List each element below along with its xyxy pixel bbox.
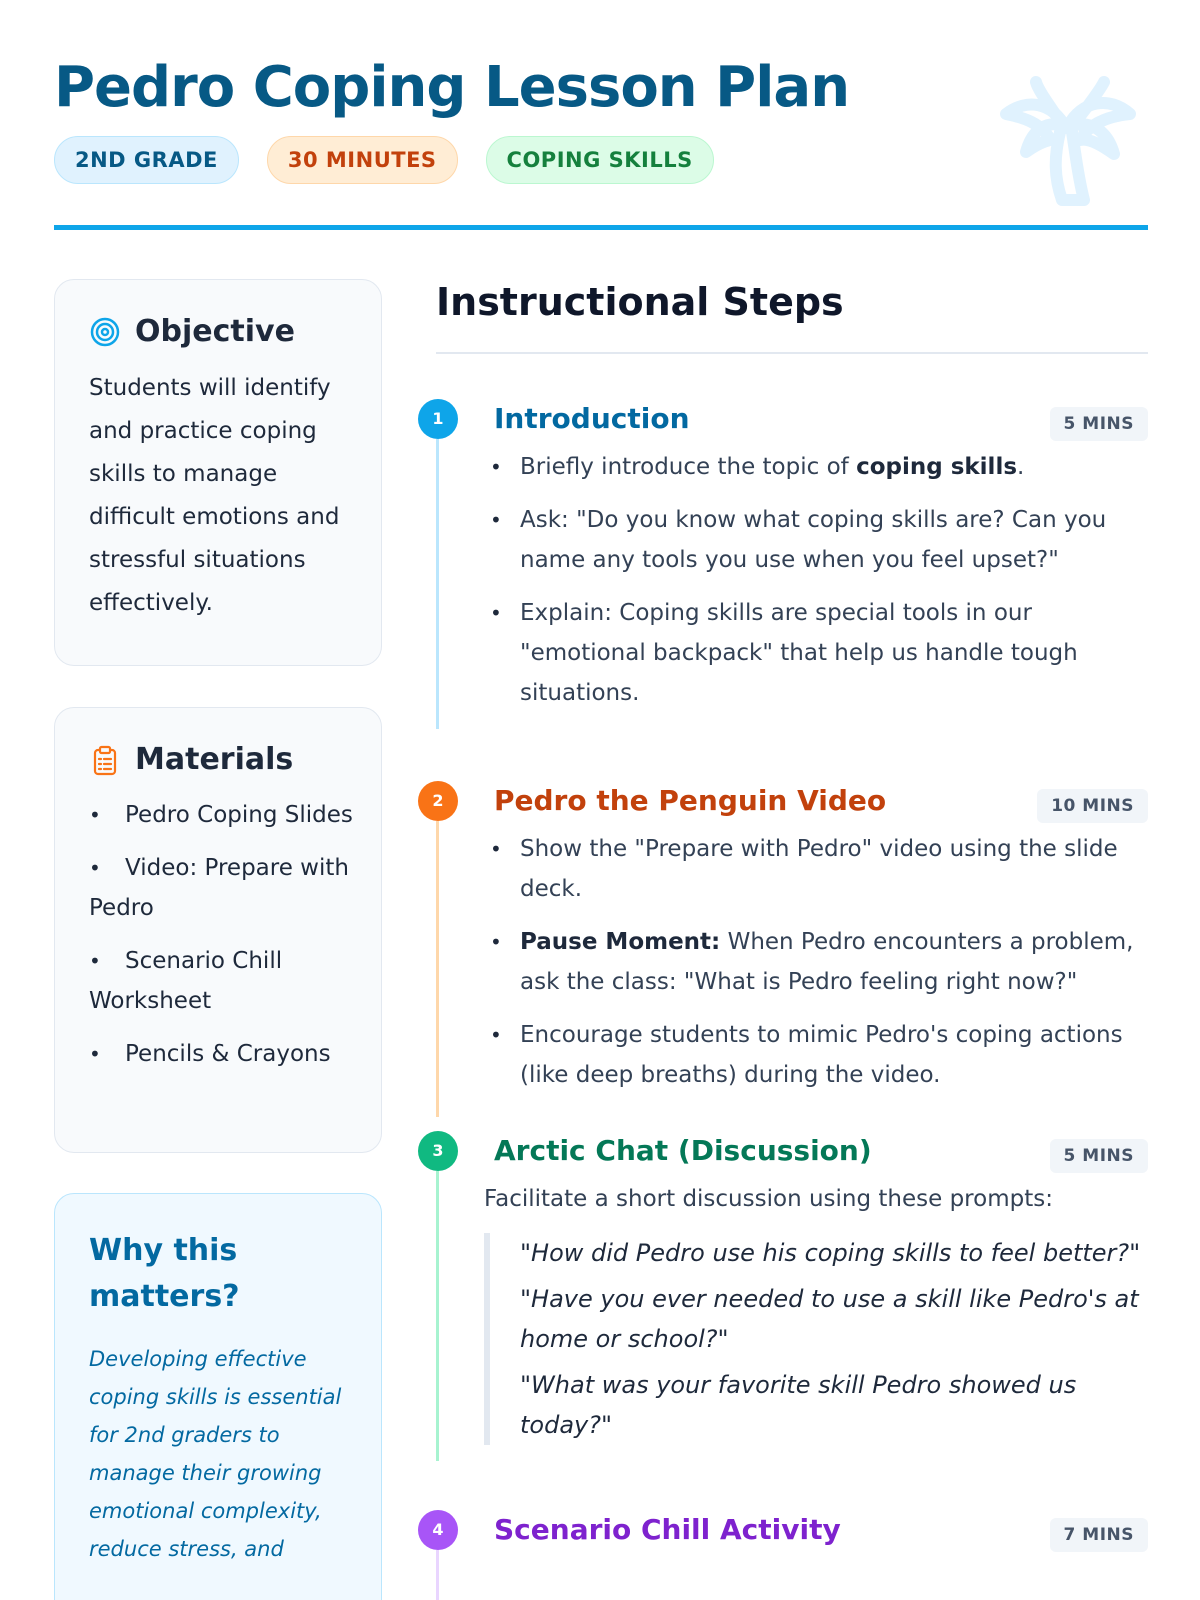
step-timeline-line bbox=[436, 439, 439, 729]
prompt-quote: "Have you ever needed to use a skill like Pedro's at home or school?" bbox=[520, 1285, 1139, 1353]
why-heading: Why this matters? bbox=[89, 1233, 240, 1314]
prompt-quote: "What was your favorite skill Pedro showed us today?" bbox=[520, 1371, 1077, 1439]
list-item: • Ask: "Do you know what coping skills are? Can you name any tools you use when you feel upset?" bbox=[490, 500, 1148, 580]
list-item: • Video: Prepare with Pedro bbox=[89, 855, 349, 921]
step-number-badge: 1 bbox=[418, 399, 458, 439]
lesson-header bbox=[54, 48, 1148, 230]
list-item: • Show the "Prepare with Pedro" video using the slide deck. bbox=[490, 829, 1148, 909]
step-lead-text: Facilitate a short discussion using these prompts: bbox=[484, 1186, 1053, 1212]
step-timeline-line bbox=[436, 821, 439, 1117]
materials-heading-text: Materials bbox=[135, 742, 294, 777]
materials-list bbox=[89, 795, 359, 1074]
step-number-badge: 3 bbox=[418, 1131, 458, 1171]
list-item: • Briefly introduce the topic of coping skills. bbox=[490, 447, 1148, 487]
steps-heading: Instructional Steps bbox=[436, 280, 1148, 354]
materials-card bbox=[54, 707, 382, 1153]
step-introduction bbox=[418, 399, 1148, 729]
list-item: • Scenario Chill Worksheet bbox=[89, 948, 283, 1014]
duration-badge: 5 MINS bbox=[1050, 407, 1148, 441]
discussion-prompts bbox=[484, 1233, 1142, 1445]
step-title: Arctic Chat (Discussion) bbox=[494, 1134, 872, 1167]
list-item: • Pencils & Crayons bbox=[89, 1041, 331, 1067]
objective-heading bbox=[89, 314, 359, 349]
list-item: • Pause Moment: When Pedro encounters a problem, ask the class: "What is Pedro feeling right now?" bbox=[490, 922, 1148, 1002]
page-title: Pedro Coping Lesson Plan bbox=[54, 55, 850, 120]
step-body bbox=[490, 829, 1148, 1108]
list-item: • Pedro Coping Slides bbox=[89, 802, 353, 828]
duration-badge: 5 MINS bbox=[1050, 1139, 1148, 1173]
list-item: • Encourage students to mimic Pedro's coping actions (like deep breaths) during the video. bbox=[490, 1015, 1148, 1095]
step-body bbox=[490, 447, 1148, 726]
tag-list bbox=[54, 136, 714, 184]
materials-heading bbox=[89, 742, 359, 777]
step-pedro-video bbox=[418, 781, 1148, 1111]
step-arctic-chat bbox=[418, 1131, 1148, 1471]
step-timeline-line bbox=[436, 1550, 439, 1600]
clipboard-icon bbox=[89, 744, 121, 776]
prompt-quote: "How did Pedro use his coping skills to feel better?" bbox=[520, 1239, 1141, 1267]
step-body bbox=[484, 1179, 1142, 1451]
step-number-badge: 4 bbox=[418, 1510, 458, 1550]
list-item: • Explain: Coping skills are special tools in our "emotional backpack" that help us handle tough situations. bbox=[490, 593, 1148, 713]
objective-card bbox=[54, 279, 382, 666]
duration-tag: 30 MINUTES bbox=[267, 136, 458, 184]
grade-tag: 2ND GRADE bbox=[54, 136, 239, 184]
why-text: Developing effective coping skills is essential for 2nd graders to manage their growing emotional complexity, reduce stress, and bbox=[89, 1347, 342, 1561]
step-title: Pedro the Penguin Video bbox=[494, 784, 887, 817]
palm-tree-icon bbox=[992, 62, 1142, 212]
why-card bbox=[54, 1193, 382, 1600]
duration-badge: 7 MINS bbox=[1050, 1518, 1148, 1552]
step-number-badge: 2 bbox=[418, 781, 458, 821]
duration-badge: 10 MINS bbox=[1037, 789, 1148, 823]
objective-heading-text: Objective bbox=[135, 314, 295, 349]
step-title: Introduction bbox=[494, 402, 690, 435]
target-icon bbox=[89, 316, 121, 348]
step-timeline-line bbox=[436, 1171, 439, 1461]
objective-text: Students will identify and practice coping skills to manage difficult emotions and stressful situations effectively. bbox=[89, 375, 340, 616]
step-scenario-chill bbox=[418, 1510, 1148, 1600]
topic-tag: COPING SKILLS bbox=[486, 136, 714, 184]
step-title: Scenario Chill Activity bbox=[494, 1513, 841, 1546]
